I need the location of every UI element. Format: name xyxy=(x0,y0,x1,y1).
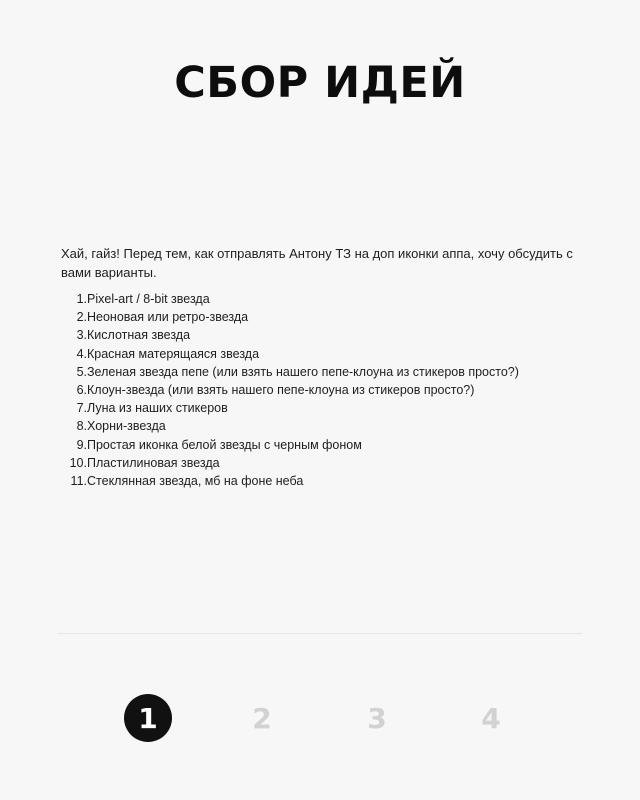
list-item-number: 3. xyxy=(76,328,87,343)
list-item-number: 7. xyxy=(76,401,87,416)
list-item xyxy=(61,472,591,490)
list-item xyxy=(61,308,591,326)
pagination xyxy=(0,694,640,742)
list-item xyxy=(61,326,591,344)
divider xyxy=(58,633,582,634)
list-item-number: 8. xyxy=(76,419,87,434)
list-item xyxy=(61,381,591,399)
list-item-number: 4. xyxy=(76,346,87,361)
list-item-text: Луна из наших стикеров xyxy=(87,401,228,416)
page-button-4[interactable]: 4 xyxy=(481,701,501,735)
list-item-text: Неоновая или ретро-звезда xyxy=(87,310,249,325)
list-item-number: 10. xyxy=(69,455,87,470)
list-item-text: Pixel-art / 8-bit звезда xyxy=(87,292,210,306)
list-item-text: Пластилиновая звезда xyxy=(87,455,220,470)
list-item xyxy=(61,345,591,363)
list-item xyxy=(61,436,591,454)
list-item-number: 9. xyxy=(76,437,87,452)
list-item xyxy=(61,399,591,417)
page-title: СБОР ИДЕЙ xyxy=(174,58,466,108)
list-item xyxy=(61,363,591,381)
list-item-text: Стеклянная звезда, мб на фоне неба xyxy=(87,474,304,489)
list-item xyxy=(61,454,591,472)
list-item-number: 1. xyxy=(76,292,87,306)
list-item-number: 5. xyxy=(76,364,87,379)
list-item-number: 11. xyxy=(70,474,87,489)
list-item-text: Красная матерящаяся звезда xyxy=(87,346,260,361)
page-button-3[interactable]: 3 xyxy=(367,701,387,735)
intro-text: Хай, гайз! Перед тем, как отправлять Антону ТЗ на доп иконки аппа, хочу обсудить с вами варианты. xyxy=(61,246,573,280)
page-button-2[interactable]: 2 xyxy=(252,701,272,735)
list-item xyxy=(61,290,591,308)
ideas-list xyxy=(61,290,591,490)
list-item-number: 6. xyxy=(76,383,87,398)
list-item xyxy=(61,417,591,435)
list-item-text: Зеленая звезда пепе (или взять нашего пепе-клоуна из стикеров просто?) xyxy=(87,364,519,379)
list-item-text: Хорни-звезда xyxy=(87,419,166,434)
list-item-number: 2. xyxy=(76,310,87,325)
post-content xyxy=(61,244,591,490)
page-button-1[interactable]: 1 xyxy=(124,694,172,742)
list-item-text: Клоун-звезда (или взять нашего пепе-клоуна из стикеров просто?) xyxy=(87,383,475,398)
list-item-text: Простая иконка белой звезды с черным фоном xyxy=(87,437,362,452)
list-item-text: Кислотная звезда xyxy=(87,328,191,343)
